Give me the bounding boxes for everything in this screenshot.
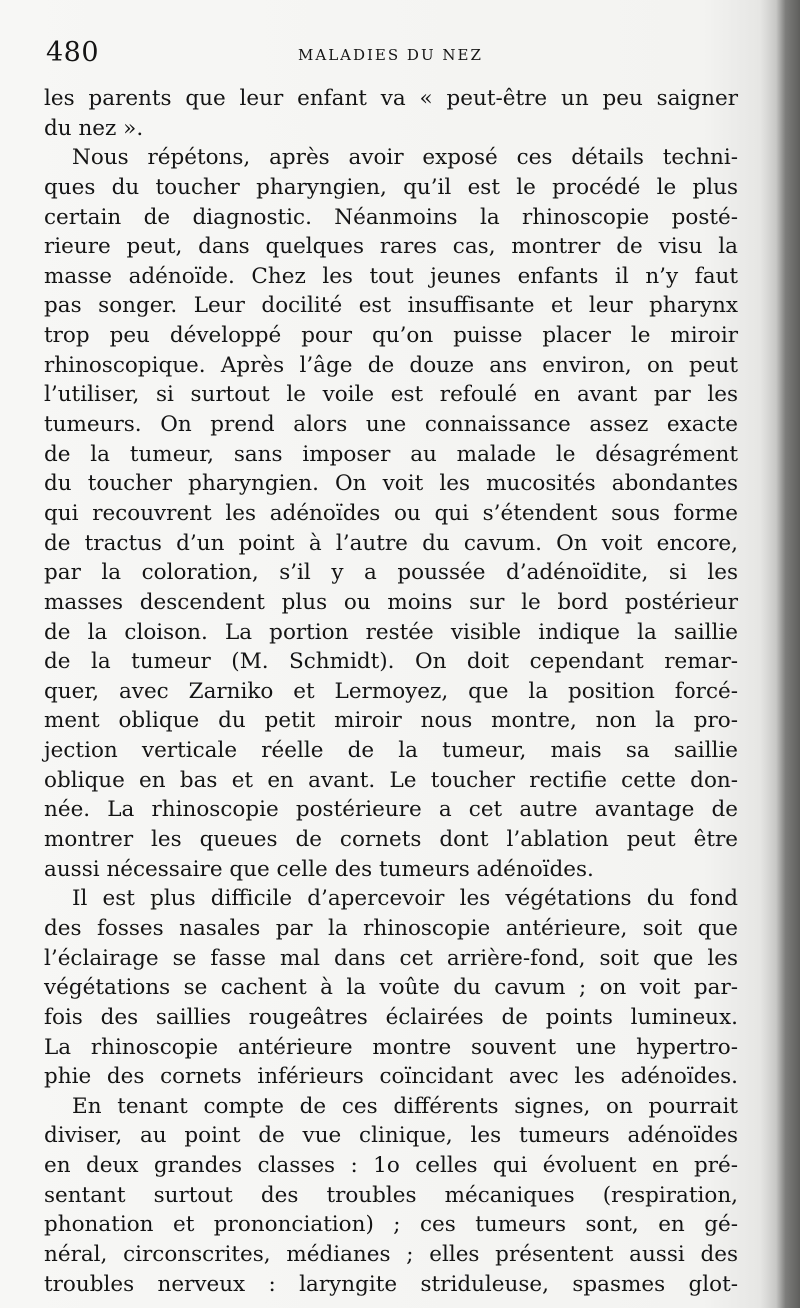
text-line: Il est plus difficile d’apercevoir les végétations du fond — [72, 886, 738, 912]
text-line: qui recouvrent les adénoïdes ou qui s’étendent sous forme — [44, 500, 738, 526]
text-line: aussi nécessaire que celle des tumeurs adénoïdes. — [44, 856, 594, 882]
text-line: ques du toucher pharyngien, qu’il est le procédé le plus — [44, 174, 738, 200]
text-line: diviser, au point de vue clinique, les tumeurs adénoïdes — [44, 1123, 738, 1149]
text-line: néral, circonscrites, médianes ; elles présentent aussi des — [44, 1241, 738, 1267]
text-line: Nous répétons, après avoir exposé ces détails techni- — [72, 145, 738, 171]
text-line: phonation et prononciation) ; ces tumeurs sont, en gé- — [44, 1212, 738, 1238]
text-line: de tractus d’un point à l’autre du cavum. On voit encore, — [44, 530, 738, 556]
text-line: de la tumeur, sans imposer au malade le désagrément — [44, 441, 738, 467]
text-line: née. La rhinoscopie postérieure a cet autre avantage de — [44, 797, 738, 823]
text-line: La rhinoscopie antérieure montre souvent une hypertro- — [44, 1034, 738, 1060]
text-line: quer, avec Zarniko et Lermoyez, que la position forcé- — [44, 678, 738, 704]
text-line: trop peu développé pour qu’on puisse placer le miroir — [44, 323, 738, 349]
text-line: oblique en bas et en avant. Le toucher rectifie cette don- — [44, 767, 738, 793]
text-line: rieure peut, dans quelques rares cas, montrer de visu la — [44, 234, 738, 260]
text-line: phie des cornets inférieurs coïncidant avec les adénoïdes. — [44, 1064, 738, 1090]
text-line: En tenant compte de ces différents signes, on pourrait — [72, 1093, 738, 1119]
text-line: fois des saillies rougeâtres éclairées de points lumineux. — [44, 1004, 738, 1030]
text-line: masse adénoïde. Chez les tout jeunes enfants il n’y faut — [44, 263, 738, 289]
text-line: certain de diagnostic. Néanmoins la rhinoscopie posté- — [44, 204, 738, 230]
text-line: pas songer. Leur docilité est insuffisante et leur pharynx — [44, 293, 738, 319]
text-line: ment oblique du petit miroir nous montre, non la pro- — [44, 708, 738, 734]
text-line: les parents que leur enfant va « peut-être un peu saigner — [44, 86, 738, 111]
text-line: tumeurs. On prend alors une connaissance assez exacte — [44, 412, 738, 438]
text-line: rhinoscopique. Après l’âge de douze ans environ, on peut — [44, 352, 738, 378]
text-line: troubles nerveux : laryngite striduleuse, spasmes glot- — [44, 1271, 738, 1297]
text-line: végétations se cachent à la voûte du cavum ; on voit par- — [44, 975, 738, 1001]
text-line: sentant surtout des troubles mécaniques (respiration, — [44, 1182, 738, 1208]
text-line: du nez ». — [44, 115, 144, 141]
text-line: des fosses nasales par la rhinoscopie antérieure, soit que — [44, 915, 738, 941]
text-line: jection verticale réelle de la tumeur, mais sa saillie — [44, 738, 738, 764]
text-line: l’éclairage se fasse mal dans cet arrière-fond, soit que les — [44, 945, 738, 971]
text-line: de la cloison. La portion restée visible indique la saillie — [44, 619, 738, 645]
text-line: par la coloration, s’il y a poussée d’adénoïdite, si les — [44, 560, 738, 586]
text-line: masses descendent plus ou moins sur le bord postérieur — [44, 589, 738, 615]
text-line: du toucher pharyngien. On voit les mucosités abondantes — [44, 471, 738, 497]
running-head: MALADIES DU NEZ — [298, 46, 483, 64]
page-edge-shadow — [776, 0, 800, 1308]
text-line: l’utiliser, si surtout le voile est refoulé en avant par les — [44, 382, 738, 408]
page-number: 480 — [46, 37, 100, 68]
text-line: de la tumeur (M. Schmidt). On doit cependant remar- — [44, 649, 738, 675]
text-line: montrer les queues de cornets dont l’ablation peut être — [44, 827, 738, 853]
body-text — [44, 84, 738, 1299]
text-line: en deux grandes classes : 1o celles qui évoluent en pré- — [44, 1153, 738, 1179]
